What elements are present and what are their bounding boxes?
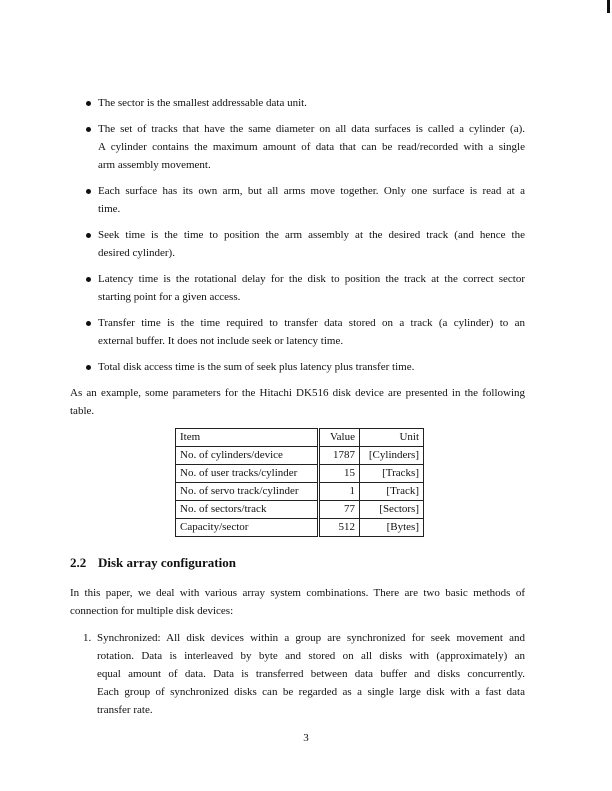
bullet-icon <box>86 365 91 370</box>
bullet-line: Transfer time is the time required to transfer data stored on a track (a cylinder) to an <box>98 317 525 329</box>
cell-value: 512 <box>319 519 360 537</box>
bullet-line: desired cylinder). <box>98 247 175 259</box>
list-item-line: rotation. Data is interleaved by byte and stored on all disks with (approximately) an <box>97 650 525 662</box>
paragraph-line: As an example, some parameters for the Hitachi DK516 disk device are presented in the following <box>70 387 525 399</box>
table-row <box>176 447 424 465</box>
list-item-line: Each group of synchronized disks can be regarded as a single large disk with a fast data <box>97 686 525 698</box>
table-row <box>176 519 424 537</box>
cell-unit: [Tracks] <box>360 465 424 483</box>
list-marker: 1. <box>83 632 92 644</box>
bullet-line: Seek time is the time to position the arm assembly at the desired track (and hence the <box>98 229 525 241</box>
cell-unit: [Bytes] <box>360 519 424 537</box>
section-number: 2.2 <box>70 555 87 570</box>
bullet-line: Latency time is the rotational delay for the disk to position the track at the correct sector <box>98 273 525 285</box>
bullet-line: The sector is the smallest addressable data unit. <box>98 97 307 109</box>
header-value: Value <box>319 429 360 447</box>
bullet-line: Total disk access time is the sum of seek plus latency plus transfer time. <box>98 361 415 373</box>
table-row <box>176 501 424 519</box>
paragraph-line: table. <box>70 405 95 417</box>
list-item-line: equal amount of data. Data is transferred between data buffer and disks concurrently. <box>97 668 525 680</box>
bullet-icon <box>86 233 91 238</box>
cell-item: Capacity/sector <box>176 519 319 537</box>
bullet-icon <box>86 321 91 326</box>
list-item-line: Synchronized: All disk devices within a group are synchronized for seek movement and <box>97 632 525 644</box>
cell-value: 1 <box>319 483 360 501</box>
header-item: Item <box>176 429 319 447</box>
page-number: 3 <box>303 732 309 744</box>
paragraph-line: In this paper, we deal with various array system combinations. There are two basic methods of <box>70 587 525 599</box>
cell-unit: [Track] <box>360 483 424 501</box>
bullet-line: time. <box>98 203 121 215</box>
list-item-line: transfer rate. <box>97 704 153 716</box>
table-row <box>176 465 424 483</box>
table-row <box>176 483 424 501</box>
cell-item: No. of user tracks/cylinder <box>176 465 319 483</box>
cell-unit: [Cylinders] <box>360 447 424 465</box>
bullet-line: external buffer. It does not include seek or latency time. <box>98 335 344 347</box>
bullet-icon <box>86 101 91 106</box>
bullet-line: starting point for a given access. <box>98 291 241 303</box>
cell-item: No. of servo track/cylinder <box>176 483 319 501</box>
cell-value: 77 <box>319 501 360 519</box>
section-heading <box>70 555 236 571</box>
cell-value: 1787 <box>319 447 360 465</box>
table-header-row <box>176 429 424 447</box>
cell-value: 15 <box>319 465 360 483</box>
header-unit: Unit <box>360 429 424 447</box>
scan-edge-mark <box>607 0 610 13</box>
disk-parameters-table <box>175 428 424 537</box>
cell-item: No. of cylinders/device <box>176 447 319 465</box>
bullet-icon <box>86 189 91 194</box>
bullet-line: The set of tracks that have the same diameter on all data surfaces is called a cylinder (a). <box>98 123 525 135</box>
bullet-icon <box>86 127 91 132</box>
paragraph-line: connection for multiple disk devices: <box>70 605 234 617</box>
cell-unit: [Sectors] <box>360 501 424 519</box>
cell-item: No. of sectors/track <box>176 501 319 519</box>
section-title: Disk array configuration <box>98 555 236 570</box>
bullet-line: Each surface has its own arm, but all arms move together. Only one surface is read at a <box>98 185 525 197</box>
bullet-icon <box>86 277 91 282</box>
bullet-line: A cylinder contains the maximum amount of data that can be read/recorded with a single <box>98 141 525 153</box>
bullet-line: arm assembly movement. <box>98 159 211 171</box>
